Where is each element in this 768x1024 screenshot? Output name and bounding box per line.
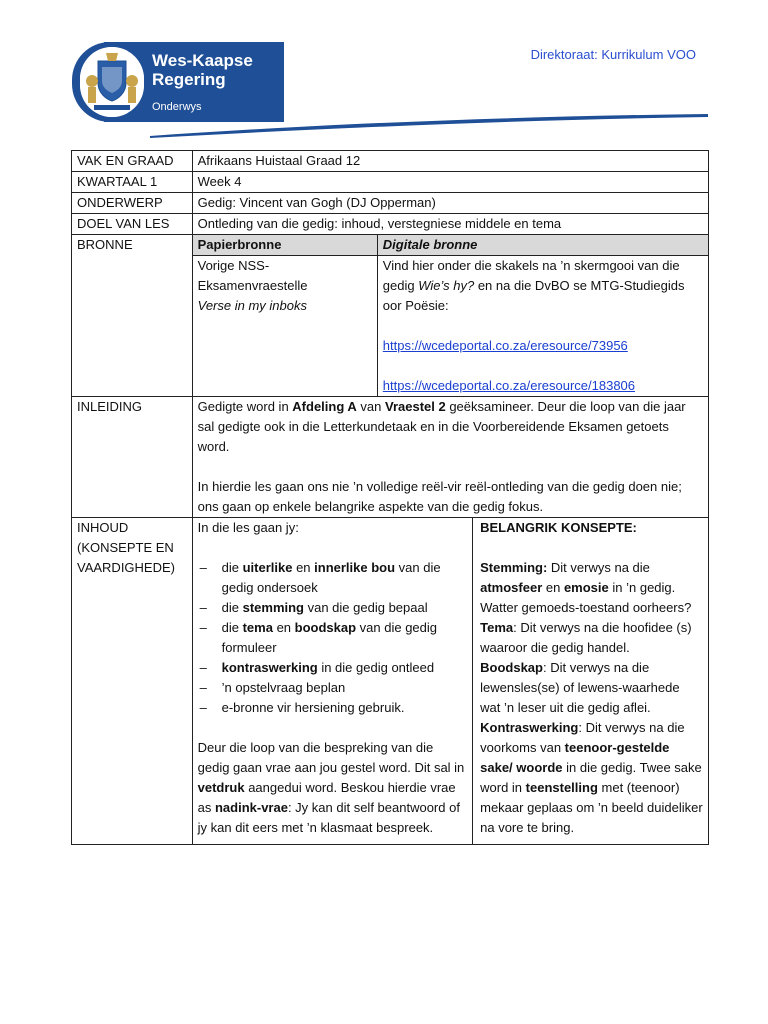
learning-goals-intro: In die les gaan jy: (197, 520, 299, 535)
digital-sources-cell (377, 256, 708, 397)
table-row (72, 193, 709, 214)
row-value: Ontleding van die gedig: inhoud, verstegniese middele en tema (192, 214, 708, 235)
row-label: INHOUD (KONSEPTE EN VAARDIGHEDE) (72, 518, 193, 845)
lesson-table (71, 150, 709, 845)
organisation-name-line2: Regering (152, 70, 226, 89)
poem-title: Wie’s hy? (418, 278, 475, 293)
page-header (0, 0, 768, 140)
concept-kontraswerking: Kontraswerking: Dit verwys na die voorkoms van teenoor-gestelde sake/ woorde in die gedig. Twee sake word in teenstelling met (teenoor) mekaar geplaas om ’n beeld duideliker na vore te bring. (480, 720, 703, 835)
organisation-department: Onderwys (152, 101, 202, 113)
row-value: Week 4 (192, 172, 708, 193)
row-label: INLEIDING (72, 397, 193, 518)
list-item: – die tema en boodskap van die gedig formuleer (198, 618, 468, 658)
row-label: BRONNE (72, 235, 193, 397)
table-row (72, 235, 709, 256)
concept-boodskap: Boodskap: Dit verwys na die lewensles(se) of lewens-waarhede wat ’n leser uit die gedig aflei. (480, 660, 680, 715)
paper-source-line: Eksamenvraestelle (197, 278, 308, 293)
organisation-name-line1: Wes-Kaapse (152, 51, 253, 70)
key-concepts-heading: BELANGRIK KONSEPTE: (480, 520, 637, 535)
organisation-name (152, 51, 253, 89)
digital-sources-heading: Digitale bronne (377, 235, 708, 256)
list-item: – die uiterlike en innerlike bou van die gedig ondersoek (198, 558, 468, 598)
table-row (72, 518, 709, 845)
coat-of-arms-icon (80, 47, 144, 117)
learning-goals-list (198, 558, 468, 718)
concept-stemming: Stemming: Dit verwys na die atmosfeer en emosie in ’n gedig. Watter gemoeds-toestand oorheers? (480, 560, 692, 615)
introduction-cell (192, 397, 708, 518)
digital-sources-text: Vind hier onder die skakels na ’n skermgooi van die gedig Wie’s hy? en na die DvBO se MTG-Studiegids oor Poësie: (382, 258, 685, 313)
list-item: – kontraswerking in die gedig ontleed (198, 658, 468, 678)
introduction-paragraph: Gedigte word in Afdeling A van Vraestel 2 geëksamineer. Deur die loop van die jaar sal gedigte ook in die Letterkundetaak en in die Voorbereidende Eksamen getoets word. (197, 399, 686, 454)
table-row (72, 214, 709, 235)
paper-source-line: Vorige NSS- (197, 258, 270, 273)
concept-tema: Tema: Dit verwys na die hoofidee (s) waaroor die gedig handel. (480, 620, 692, 655)
paper-sources-heading: Papierbronne (192, 235, 377, 256)
paper-source-book: Verse in my inboks (197, 298, 307, 313)
table-row (72, 172, 709, 193)
row-label: KWARTAAL 1 (72, 172, 193, 193)
row-label: ONDERWERP (72, 193, 193, 214)
key-concepts-cell (473, 518, 708, 844)
list-item: – ’n opstelvraag beplan (198, 678, 468, 698)
header-swoosh (0, 112, 768, 142)
resource-link[interactable]: https://wcedeportal.co.za/eresource/73956 (382, 338, 628, 353)
row-value: Afrikaans Huistaal Graad 12 (192, 151, 708, 172)
learning-goals-cell (193, 518, 473, 844)
table-row (72, 151, 709, 172)
row-label: VAK EN GRAAD (72, 151, 193, 172)
row-label: DOEL VAN LES (72, 214, 193, 235)
content-cell (192, 518, 708, 845)
paper-sources-cell (192, 256, 377, 397)
row-value: Gedig: Vincent van Gogh (DJ Opperman) (192, 193, 708, 214)
reflection-instructions: Deur die loop van die bespreking van die gedig gaan vrae aan jou gestel word. Dit sal in vetdruk aangedui word. Beskou hierdie vrae as nadink-vrae: Jy kan dit self beantwoord of jy kan dit eers met ’n klasmaat bespreek. (197, 740, 465, 835)
introduction-paragraph: In hierdie les gaan ons nie ’n volledige reël-vir reël-ontleding van die gedig doen nie; ons gaan op enkele belangrike aspekte van die gedig fokus. (197, 479, 682, 514)
list-item: – e-bronne vir hersiening gebruik. (198, 698, 468, 718)
list-item: – die stemming van die gedig bepaal (198, 598, 468, 618)
table-row (72, 397, 709, 518)
resource-link[interactable]: https://wcedeportal.co.za/eresource/183806 (382, 378, 636, 393)
directorate-label: Direktoraat: Kurrikulum VOO (530, 47, 696, 62)
